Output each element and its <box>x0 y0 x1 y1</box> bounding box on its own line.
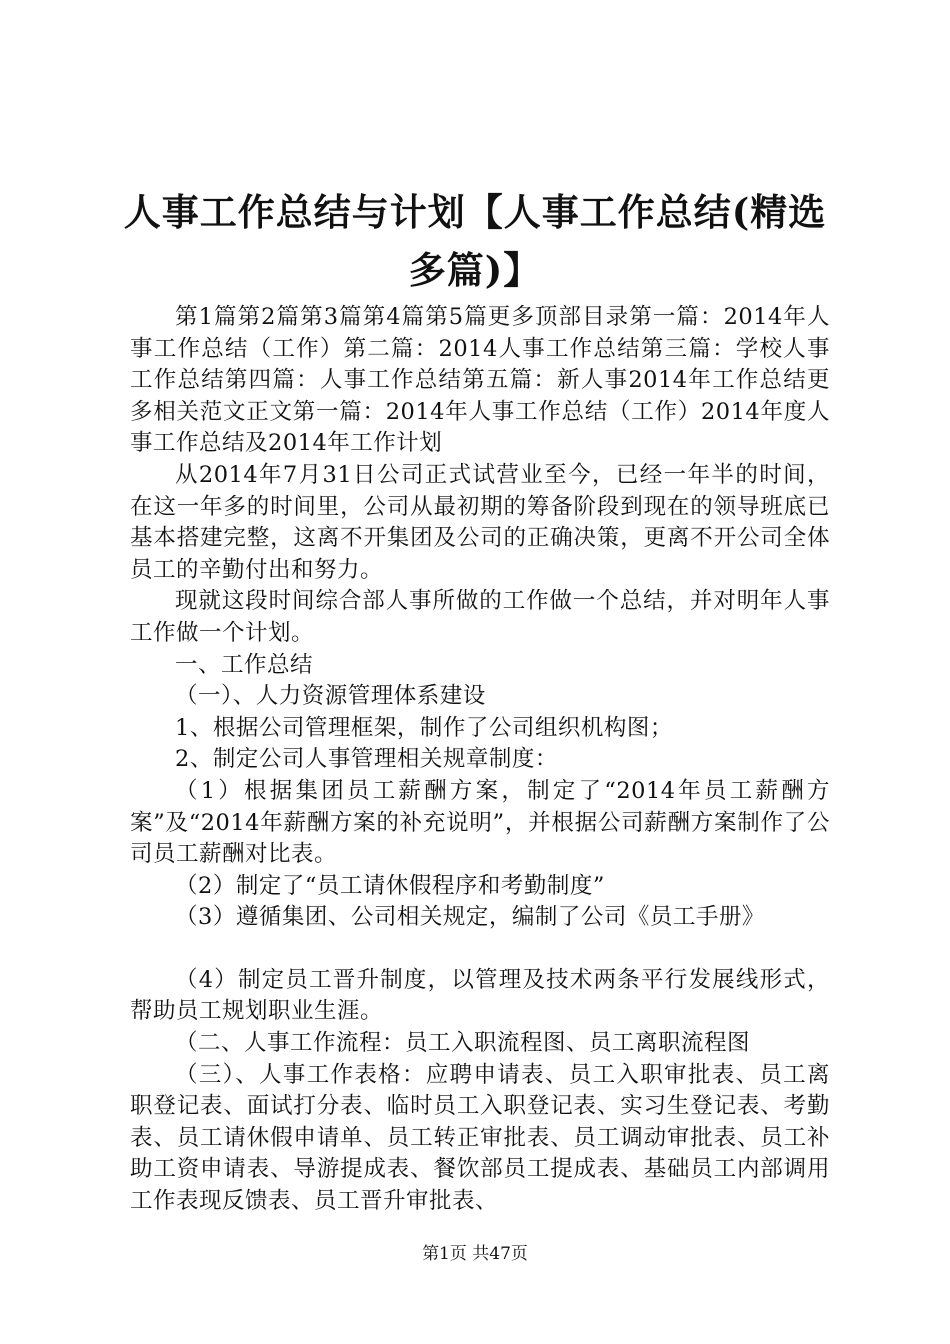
list-item-regulations: 2、制定公司人事管理相关规章制度： <box>175 746 558 773</box>
document-body <box>130 302 830 1218</box>
paragraph-intro: 从2014年7月31日公司正式试营业至今，已经一年半的时间，在这一年多的时间里，公司从最初期的筹备阶段到现在的领导班底已基本搭建完整，这离不开集团及公司的正确决策，更离不开公司全体员工的辛勤付出和努力。 <box>130 461 830 583</box>
heading-hr-forms: （三）、人事工作表格：应聘申请表、员工入职审批表、员工离职登记表、面试打分表、临时员工入职登记表、实习生登记表、考勤表、员工请休假申请单、员工转正审批表、员工调动审批表、员工补助工资申请表、导游提成表、餐饮部员工提成表、基础员工内部调用工作表现反馈表、员工晋升审批表、 <box>130 1061 830 1215</box>
heading-work-summary: 一、工作总结 <box>175 651 314 678</box>
document-title: 人事工作总结与计划【人事工作总结(精选多篇)】 <box>123 190 827 292</box>
heading-hr-system: （一）、人力资源管理体系建设 <box>175 683 486 710</box>
paragraph-contents: 第1篇第2篇第3篇第4篇第5篇更多顶部目录第一篇：2014年人事工作总结（工作）第二篇：2014人事工作总结第三篇：学校人事工作总结第四篇：人事工作总结第五篇：新人事2014年工作总结更多相关范文正文第一篇：2014年人事工作总结（工作）2014年度人事工作总结及2014年工作计划 <box>130 304 830 457</box>
heading-hr-process: （二、人事工作流程：员工入职流程图、员工离职流程图 <box>175 1030 751 1057</box>
sub-item-promotion: （4）制定员工晋升制度，以管理及技术两条平行发展线形式，帮助员工规划职业生涯。 <box>130 966 830 1025</box>
paragraph-summary-plan: 现就这段时间综合部人事所做的工作做一个总结，并对明年人事工作做一个计划。 <box>130 588 830 646</box>
sub-item-leave: （2）制定了“员工请休假程序和考勤制度” <box>175 872 605 899</box>
page-footer: 第1页 共47页 <box>422 1244 528 1264</box>
sub-item-salary: （1）根据集团员工薪酬方案，制定了“2014年员工薪酬方案”及“2014年薪酬方案的补充说明”，并根据公司薪酬方案制作了公司员工薪酬对比表。 <box>130 777 830 868</box>
list-item-org-chart: 1、根据公司管理框架，制作了公司组织机构图； <box>175 714 673 741</box>
sub-item-handbook: （3）遵循集团、公司相关规定，编制了公司《员工手册》 <box>175 904 765 931</box>
